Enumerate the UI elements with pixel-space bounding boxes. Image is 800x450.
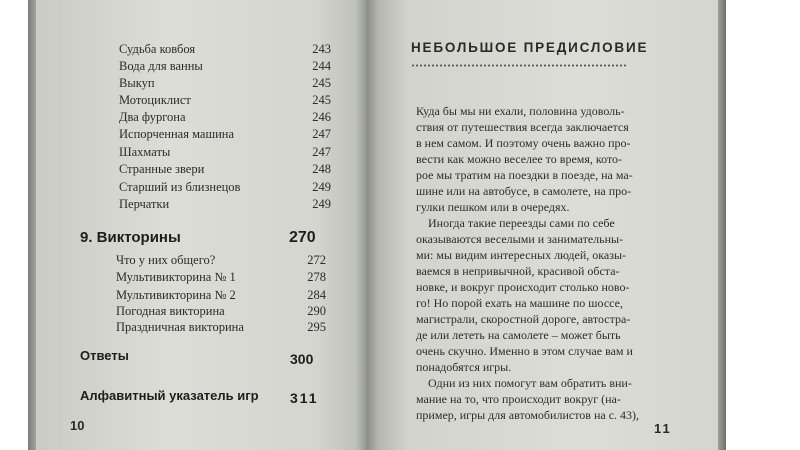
text-line: гулки пешком или в очередях. xyxy=(416,200,570,214)
text-line: рое мы тратим на поездки в поезде, на ма- xyxy=(416,168,633,182)
toc-item-title: Шахматы xyxy=(119,145,171,159)
text-line: пример, игры для автомобилистов на с. 43), xyxy=(416,408,640,422)
toc-item-title: Выкуп xyxy=(119,76,155,90)
text-line: понадобятся игры. xyxy=(416,360,512,374)
text-line: Иногда такие переезды сами по себе xyxy=(428,216,615,230)
text-line: очень скучно. Именно в этом случае вам и xyxy=(416,344,633,358)
toc-item-title: Мультивикторина № 1 xyxy=(116,270,236,284)
toc-item-page: 245 xyxy=(312,76,331,90)
toc-item-title: Погодная викторина xyxy=(116,304,225,318)
toc-item-page: 284 xyxy=(307,288,326,302)
page-number-right: 11 xyxy=(654,421,672,436)
toc-item-page: 244 xyxy=(312,59,331,73)
toc-index-title: Алфавитный указатель игр xyxy=(80,388,259,403)
toc-item-page: 249 xyxy=(312,180,331,194)
toc-chapter-page: 270 xyxy=(289,229,316,246)
toc-item-title: Перчатки xyxy=(119,197,170,211)
text-line: шине или на автобусе, в самолете, на про- xyxy=(416,184,632,198)
text-line: мание на то, что происходит вокруг (на- xyxy=(416,392,621,406)
toc-item-title: Испорченная машина xyxy=(119,127,235,141)
book-gutter xyxy=(356,0,378,450)
toc-item-title: Что у них общего? xyxy=(116,253,216,267)
toc-item-title: Мультивикторина № 2 xyxy=(116,288,236,302)
text-line: де или лететь на самолете – может быть xyxy=(416,328,621,342)
text-line: магистрали, скоростной дороге, автостра- xyxy=(416,312,631,326)
toc-item-title: Странные звери xyxy=(119,162,205,176)
toc-item-page: 247 xyxy=(312,127,331,141)
toc-item-page: 272 xyxy=(307,253,326,267)
text-line: го! Но порой ехать на машине по шоссе, xyxy=(416,296,623,310)
text-line: новке, и вокруг происходит столько ново- xyxy=(416,280,630,294)
toc-chapter-title: 9. Викторины xyxy=(80,229,181,246)
text-line: оказываются веселыми и занимательны- xyxy=(416,232,624,246)
toc-item-page: 295 xyxy=(307,320,326,334)
text-line: Куда бы мы ни ехали, половина удоволь- xyxy=(416,104,625,118)
toc-item-title: Два фургона xyxy=(119,110,186,124)
toc-item-title: Мотоциклист xyxy=(119,93,191,107)
toc-answers-title: Ответы xyxy=(80,348,129,363)
text-line: ствия от путешествия всегда заключается xyxy=(416,120,629,134)
toc-answers-page: 300 xyxy=(290,351,314,367)
toc-item-title: Судьба ковбоя xyxy=(119,42,196,56)
book-edge-right xyxy=(718,0,726,450)
toc-item-page: 278 xyxy=(307,270,326,284)
heading-dotted-rule xyxy=(411,64,626,67)
page-number-left: 10 xyxy=(70,418,85,433)
toc-item-title: Старший из близнецов xyxy=(119,180,241,194)
toc-item-title: Праздничная викторина xyxy=(116,320,244,334)
toc-item-page: 245 xyxy=(312,93,331,107)
text-line: в нем самом. И поэтому очень важно про- xyxy=(416,136,631,150)
toc-item-page: 248 xyxy=(312,162,331,176)
toc-item-title: Вода для ванны xyxy=(119,59,203,73)
page-heading: НЕБОЛЬШОЕ ПРЕДИСЛОВИЕ xyxy=(411,40,649,55)
text-line: ми: мы видим интересных людей, оказы- xyxy=(416,248,627,262)
toc-index-page: 311 xyxy=(290,390,319,406)
toc-item-page: 290 xyxy=(307,304,326,318)
toc-item-page: 249 xyxy=(312,197,331,211)
toc-item-page: 246 xyxy=(312,110,331,124)
text-line: Одни из них помогут вам обратить вни- xyxy=(428,376,632,390)
toc-item-page: 247 xyxy=(312,145,331,159)
toc-item-page: 243 xyxy=(312,42,331,56)
text-line: ваемся в непривычной, красивой обста- xyxy=(416,264,620,278)
text-line: вести как можно веселее то время, кото- xyxy=(416,152,623,166)
